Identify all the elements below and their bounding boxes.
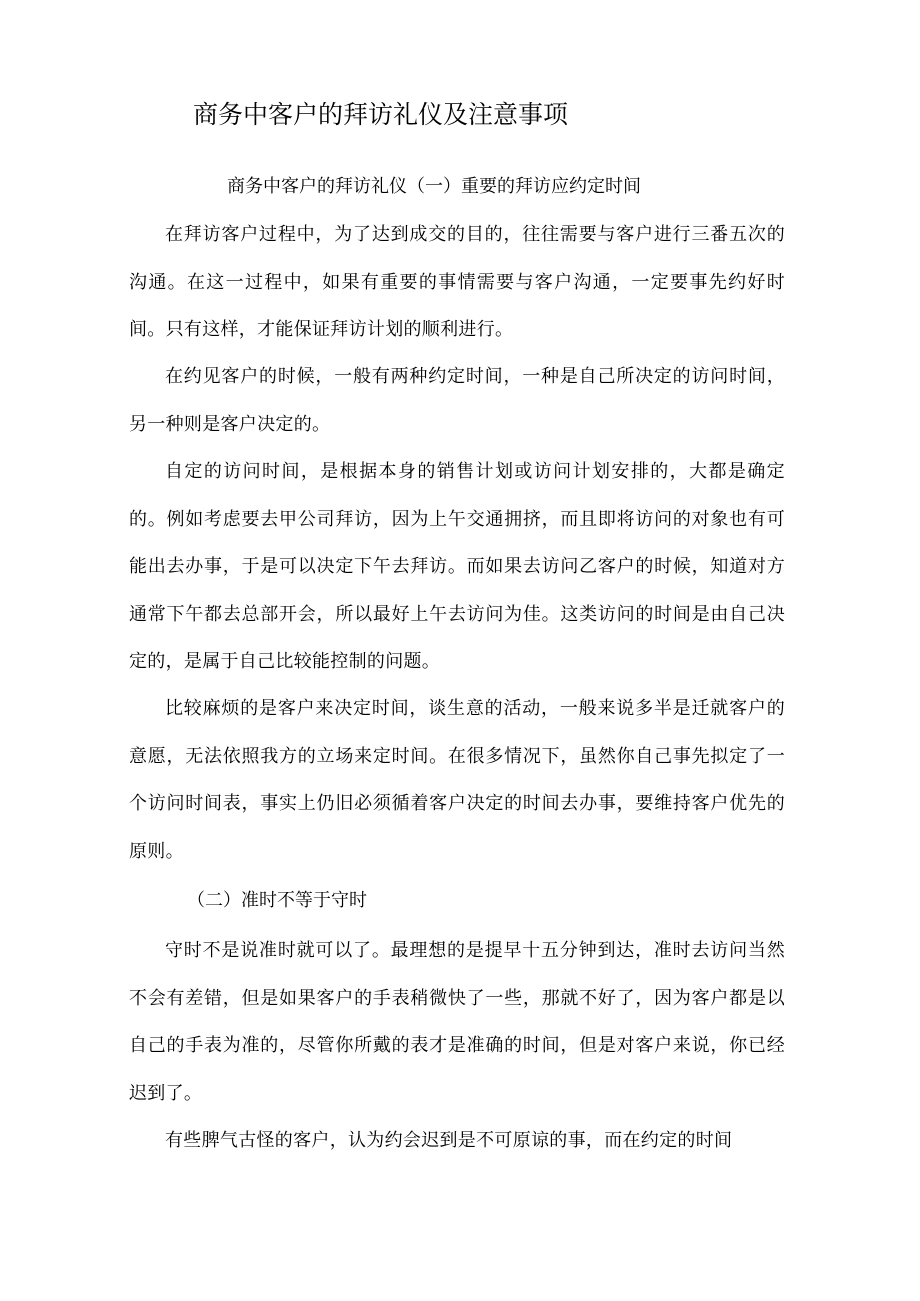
paragraph: 有些脾气古怪的客户，认为约会迟到是不可原谅的事，而在约定的时间 (165, 1130, 733, 1151)
paragraph: 自定的访问时间，是根据本身的销售计划或访问计划安排的，大都是确定的。例如考虑要去甲公司拜访，因为上午交通拥挤，而且即将访问的对象也有可能出去办事，于是可以决定下午去拜访。而如果去访问乙客户的时候，知道对方通常下午都去总部开会，所以最好上午去访问为佳。这类访问的时间是由自己决定的，是属于自己比较能控制的问题。 (129, 461, 785, 672)
section-heading-2: （二）准时不等于守时 (187, 890, 367, 911)
paragraph: 比较麻烦的是客户来决定时间，谈生意的活动，一般来说多半是迁就客户的意愿，无法依照我方的立场来定时间。在很多情况下，虽然你自己事先拟定了一个访问时间表，事实上仍旧必须循着客户决定的时间去办事，要维持客户优先的原则。 (129, 698, 785, 862)
document-title: 商务中客户的拜访礼仪及注意事项 (193, 100, 569, 129)
paragraph: 在拜访客户过程中，为了达到成交的目的，往往需要与客户进行三番五次的沟通。在这一过程中，如果有重要的事情需要与客户沟通，一定要事先约好时间。只有这样，才能保证拜访计划的顺利进行。 (129, 224, 785, 340)
section-heading-1: 商务中客户的拜访礼仪（一）重要的拜访应约定时间 (227, 176, 641, 197)
paragraph: 在约见客户的时候，一般有两种约定时间，一种是自己所决定的访问时间，另一种则是客户决定的。 (129, 366, 785, 435)
paragraph: 守时不是说准时就可以了。最理想的是提早十五分钟到达，准时去访问当然不会有差错，但是如果客户的手表稍微快了一些，那就不好了，因为客户都是以自己的手表为准的，尽管你所戴的表才是准确的时间，但是对客户来说，你已经迟到了。 (129, 940, 785, 1104)
